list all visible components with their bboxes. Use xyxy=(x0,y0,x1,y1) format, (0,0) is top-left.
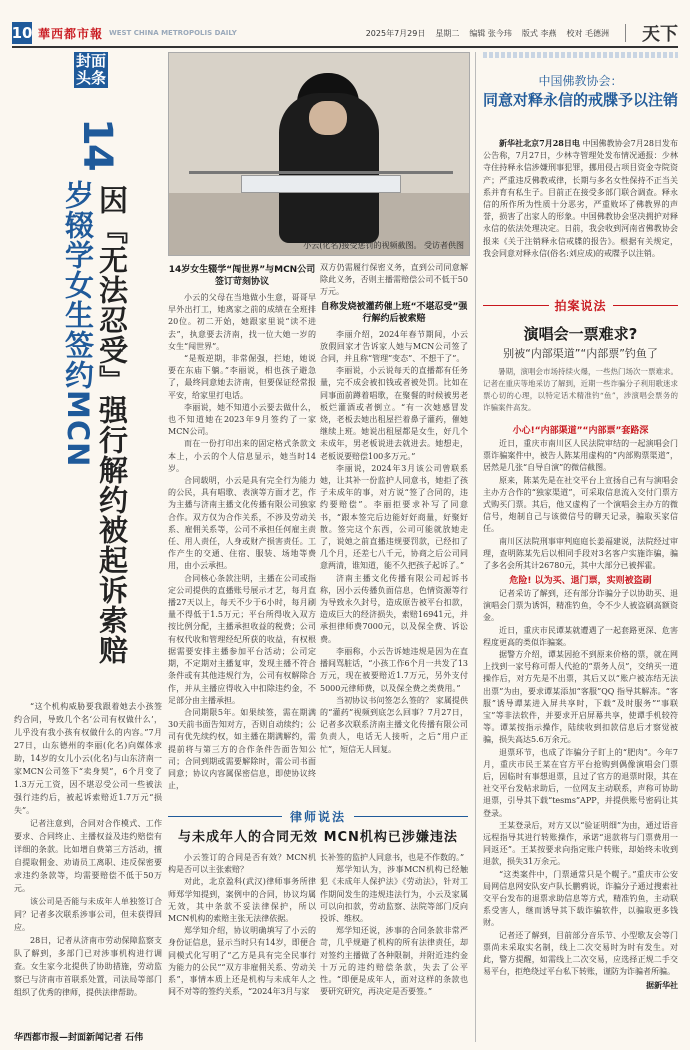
band-rule xyxy=(354,816,468,817)
lawyer-section-title: 与未成年人的合同无效 MCN机构已涉嫌违法 xyxy=(178,830,458,845)
column-divider xyxy=(475,52,476,1042)
caption-source: 受访者供图 xyxy=(424,241,464,250)
header-rule xyxy=(12,46,678,48)
photo-board xyxy=(241,175,401,193)
article-paragraph: 李丽说，她不知道小云要去做什么，也不知道她在2023年9月签约了一家MCN公司。 xyxy=(168,402,316,437)
article-paragraph: 记者采访了解到，还有部分诈骗分子以协助买、退演唱会门票为诱饵，精准钓鱼，令不少人被盗刷高额资金。 xyxy=(483,589,678,623)
article-column-1 xyxy=(168,262,316,792)
article-paragraph: 李丽称，小云告诉她违规是因为在直播间骂脏话，“小孩工作6个月一共发了13万元，现在被要赔近1.7万元，另外支付5000元律师费，以及保全费之类费用。” xyxy=(320,646,468,693)
right-subtitle-2: 别被“内部渠道”“内部票”钓鱼了 xyxy=(503,347,658,360)
article-paragraph: 王某登录后，对方又以“验证明细”为由，通过语音远程指导其进行转账操作，承诺“退款将与门票费用一同返还”。王某按要求向指定账户转账，却始终未收到退款，损失31万余元。 xyxy=(483,820,678,867)
editor-credit: 编辑 张今玮 xyxy=(469,28,512,38)
source-sign: 据新华社 xyxy=(646,979,678,990)
page-number: 10 xyxy=(11,24,33,42)
article-paragraph: “是叛逆期，非常倔强，拦她，她说要在东庙下躺。”李丽说，相也孩子避急了，最终同意她去济南，但要保证经常报平安，给家里打电话。 xyxy=(168,354,316,400)
page-header xyxy=(12,22,678,44)
dateline: 新华社北京7月28日电 xyxy=(499,138,580,148)
designer-credit: 版式 李燕 xyxy=(521,28,557,38)
article-subhead-1: 14岁女生辍学“闯世界”与MCN公司签订苛刻协议 xyxy=(168,265,316,287)
article-paragraph: 合同载明，小云是具有完全行为能力的公民，具有唱歌、表演等方面才艺，作为主播与济南主播文化传播有限公司独家合作。双方仅为合作关系，不涉及劳动关系、雇佣关系等，公司不承担任何雇主责任、用人责任，人身或财产损害责任。工作产生的交通、住宿、服装、场地等费用，由小云承担。 xyxy=(168,476,316,571)
article-paragraph: 而在一份打印出来的固定格式条款文本上，小云的个人信息显示，她当时14岁。 xyxy=(168,439,316,473)
article-paragraph: 记者还了解到，目前部分音乐节、小型歌友会等门票尚未采取实名制，线上二次交易时为时有发生。对此，警方提醒，如需线上二次交易，应选择正规二手交易平台，拒绝绕过平台私下转账，谨防为诈骗者所骗。 xyxy=(483,930,678,977)
header-meta xyxy=(366,20,678,46)
article-paragraph: 退票环节，也成了诈骗分子盯上的“肥肉”。今年7月，重庆市民王某在官方平台抢购到偶像演唱会门票后，因临时有事想退票，且过了官方的退票时限，其在社交平台发帖求助后，一位网友主动联系，声称可协助退票，引导其下载“tesms”APP，并提供账号密码让其登录。 xyxy=(483,747,678,818)
article-paragraph: 郑学知认为，涉事MCN机构已经触犯《未成年人保护法》《劳动法》，针对工作期间发生的违规违法行为，小云及家属可以向扣款，劳动监察、法院等部门反向投诉、维权。 xyxy=(320,865,468,924)
section-name: 天下 xyxy=(642,24,678,45)
article-paragraph: 李丽说，小云说每天的直播都有任务量，完不成会被扣钱或者被处罚。比如在同事面前蹲着唱歌，在聚餐的时候被男老板烂灌酒或者倒立。“有一次她感冒发烧，老板去她出租屋拦着鼻子灌药，催她继续上班。她说出租屋都是女生，好几个未成年，男老板说进去就进去。她想走，老板说要赔偿100多万元。” xyxy=(320,366,468,461)
right-headline: 同意对释永信的戒牒予以注销 xyxy=(483,91,679,109)
lead-summary xyxy=(14,700,162,999)
right-article-1 xyxy=(483,137,678,260)
article-paragraph: 长补签的监护人同意书，也是不作数的。” xyxy=(320,853,465,862)
article-paragraph: “这类案件中，门票通常只是个幌子。”重庆市公安局网信息网安队安卢队长鹏鸦说，诈骗分子通过搜索社交平台发布的退票求助信息等方式，精准钓鱼，主动联系受害人，继而诱导其下载诈骗软件，以骗取更多钱财。 xyxy=(483,869,678,928)
lawyer-column-2 xyxy=(320,852,468,998)
band-rule xyxy=(168,816,282,817)
right-article-3 xyxy=(483,588,678,991)
header-divider xyxy=(625,24,626,42)
right-kicker: 中国佛教协会： xyxy=(538,74,623,88)
headline-main: 因『无法忍受』强行解约被起诉索赔 xyxy=(95,185,129,665)
article-paragraph: 原来，陈某先是在社交平台上宣扬自己有与演唱会主办方合作的“独家渠道”，可采取信息流入交付门票方式购买门票。其后，他又虚构了一个演唱会主办方的微信号，炮制自己与该微信号的聊天记录，骗取买家信任。 xyxy=(483,475,678,534)
photo-caption xyxy=(168,240,470,251)
right-intro xyxy=(483,366,678,414)
article-paragraph: 郑学知还说，涉事的合同条款非常严苛，几乎规避了机构的所有法律责任，却对签约主播做了各种限制，并附近违约金十万元的违约赔偿条款，失去了公平性。“即便是成年人，面对这样的条款也要研究研究，再决定是否要签。” xyxy=(320,926,468,997)
lead-paragraph: 28日，记者从济南市劳动保障监察支队了解到，多部门已对涉事机构进行调查。女生家今北提供了协助措施，劳动监察已与济南市首联系处置，司法局等部门组织了优秀的律师，提供法律帮助。 xyxy=(14,936,162,997)
lawyer-column-1 xyxy=(168,852,316,998)
article-body: 中国佛教协会7月28日发布公告称，7月27日，少林寺管理处发布情况通报：少林寺住持释永信涉嫌刑事犯罪，挪用侵占项目资金寺院资产；严重违反佛教戒律，长期与多名女性保持不正当关系并育有私生子。目前正在接受多部门联合调查。释永信的所作所为性质十分恶劣，严重败坏了佛教界的声誉，损害了出家人的形象。中国佛教协会坚决拥护对释永信的依法处理决定。日前，我会收到河南省佛教协会报来《关于注销释永信戒牒的报告》。根据有关规定，我会同意对释永信(俗名:刘应成)的戒牒予以注销。 xyxy=(483,139,679,258)
paper-name: 華西都市報 xyxy=(38,26,104,41)
headline-secondary: 岁辍学女生签约MCN xyxy=(61,180,95,468)
article-paragraph: 对此，北京盈科(武汉)律师事务所律师郑学知提到，案例中的合同，协议均属无效，其中条款不妥法律保护，所以MCN机构的索赔主张无法律依据。 xyxy=(168,877,316,924)
lawyer-section-band xyxy=(168,808,468,824)
issue-date: 2025年7月29日 xyxy=(365,28,426,38)
right-top-band xyxy=(483,52,678,58)
article-subhead-2: 自称发烧被灌药催上班“不堪忍受”强行解约后被索赔 xyxy=(320,301,468,324)
article-paragraph: 小云的父母在当地做小生意，哥哥早早外出打工，她离家之前的成绩在全班排20位。初二开始，她跟家里说“读不进去”，执意要去济南，找一位大她一岁的女生“闯世界”。 xyxy=(168,293,316,351)
article-paragraph xyxy=(483,137,678,260)
article-paragraph: 小云签订的合同是否有效？MCN机构是否可以主张索赔？ xyxy=(168,853,316,875)
cover-headline-tag: 封面头条 xyxy=(75,52,106,87)
proofreader-credit: 校对 毛德洲 xyxy=(566,28,609,38)
photo-rail xyxy=(189,171,453,174)
article-column-2 xyxy=(320,262,468,756)
article-paragraph: 近日，重庆市南川区人民法院审结的一起演唱会门票诈骗案件中，被告人陈某用虚构的“内部购票渠道”，居然是几张“自导自演”的微信截图。 xyxy=(483,439,678,473)
headline-number: 14 xyxy=(74,118,120,170)
article-paragraph: 近日，重庆市民谭某就遭遇了一起套路更深、危害程度更高的类似诈骗案。 xyxy=(483,625,678,647)
article-paragraph: 李丽说，2024年3月该公司曾联系她，让其补一份监护人同意书，她拒了孩子未成年的事，对方说“签了合同的，违约要赔偿”。李丽拒要求补写了同意书，“跟本签完后边能好好商量，好聚好散。签完这个东西，公司可能就放她走了，说她之前直播违规要罚款，已经扣了几个月，还差七八千元，协商之后公司同意两清，谁知道，能不久把孩子起诉了。” xyxy=(320,463,468,571)
band-rule xyxy=(483,305,549,306)
article-paragraph: 合同核心条款注明，主播在公司或指定公司提供的直播账号展示才艺，每月直播27天以上，每天不少于6小时，每月刷量不得低于1.5万元；平台所得收入双方按比例分配，主播承担收益的税费；公司有权代收和管理经纪所获的收益，有权根据需要安排主播参加平台活动；公司定期，不定期对主播复审，发现主播不符合条件或有其他违规行为，公司有权解除合作，并从主播应得收入中扣除违约金，不足部分由主播承担。 xyxy=(168,573,316,705)
caption-text: 小云(化名)接受惩罚的视频截图。 xyxy=(303,241,422,250)
article-paragraph: 郑学知介绍，协议明确填写了小云的身份证信息，显示当时只有14岁，即便合同模式化写明了“乙方是具有完全民事行为能力的公民”“双方非雇佣关系、劳动关系”，事情本质上还是机构与未成年人之间不对等的签约关系，“2024年3月与家 xyxy=(168,926,316,997)
article-paragraph: 南川区法院刑事审判庭庭长姜福建说，法院经过审理，查明陈某先后以相同手段对3名客户实施诈骗，骗了多名会所其计26780元，其中大部分已被挥霍。 xyxy=(483,536,678,571)
article-paragraph: 济南主播文化传播有限公司起诉书称，因小云传播负面信息，色情资源等行为导致永久封号，造成原告被平台扣款，造成巨大的经济损失，索赔16941元，并承担律师费7000元，以及保全费、诉讼费。 xyxy=(320,573,468,644)
right-headline-2: 演唱会一票难求? xyxy=(523,325,638,343)
band-rule xyxy=(613,305,679,306)
lead-paragraph: 记者注意到，合同对合作模式、工作要求、合同终止、主播权益及违约赔偿有详细的条款。比如增自费第三方活动，擅自提取佣金、劝请员工离职、违反保密要求违约条款等，均需要赔偿不低于50万元。 xyxy=(14,819,162,893)
news-photo xyxy=(168,52,470,256)
paper-en-name: WEST CHINA METROPOLIS DAILY xyxy=(109,29,237,37)
reporter-credit: 华西都市报—封面新闻记者 石伟 xyxy=(14,1033,144,1043)
lead-paragraph: “这个机构威胁要我跟着她去小孩签约合同，导致几个名‘公司有权做什么’，儿乎没有我小孩有权做什么的内容。”7月27日，山东德州的李丽(化名)向媒体求助，14岁的女儿小云(化名)与山东济南一家MCN公司签下“卖身契”，6个月变了1.3万元工资，因不堪忍受公司一些被法强行违约后，被起诉索赔近1.7万元“损失”。 xyxy=(14,702,162,815)
lead-paragraph: 该公司是否能与未成年人单独签订合同？记者多次联系涉事公司，但未获得回应。 xyxy=(14,897,162,932)
intro-paragraph: 暑期，演唱会市场持续火爆，一些热门场次一票难求。记者在重庆等地采访了解到，近期一些诈骗分子利用歌迷求票心切的心理，以特定话术精准钓“鱼”，涉演唱会票务的诈骗案件高发。 xyxy=(483,367,678,412)
case-section-band xyxy=(483,297,678,313)
case-section-tag: 拍案说法 xyxy=(554,298,607,313)
article-paragraph: 据警方介绍，谭某因抢不到原来价格的票，就在网上找到一家号称可帮人代抢的“票务人员”，交纳买一道操作后，对方先是不出票，其后又以“账户被冻结无法出票”为由，要求谭某添加“客服”QQ 指导其解冻。“客服”诱导谭某进入屏共享时，下载“及时服务”“事联宝”等非法软件，并要求开启屏幕共享，使谭手机较符等。谭某按指示操作，陆续收到扣款信息后才察觉被骗，损失高达5.6万余元。 xyxy=(483,650,678,745)
article-paragraph: 合同期限5年。如果续签，需在期满30天前书面告知对方，否则自动续约；公司有优先续约权，如主播在期满解约，需提前将与第三方的合作条件告面告知公司；合同到期或需要解除时，需公司书面同意；协议内容属保密信息，即使协议终止， xyxy=(168,707,316,791)
right-subhead-1: 小心!“内部渠道”“内部票”套路深 xyxy=(512,426,649,436)
photo-person-face xyxy=(309,101,347,135)
lawyer-section-tag: 律师说法 xyxy=(290,809,347,824)
right-subhead-2: 危险! 以为买、退门票，实则被盗刷 xyxy=(509,576,652,586)
article-paragraph: 当初协议书问签怎么签的？ 家属提供的“灌药”视频到底怎么回事？7月27日，记者多次联系济南主播文化传播有限公司负责人，电话无人接听，之后“用户正忙”，短信无人回复。 xyxy=(320,695,468,754)
article-paragraph: 李丽介绍，2024年春节期间，小云放假回家才告诉家人她与MCN公司签了合同，并且称“管理”变态”、不想干了”。 xyxy=(320,329,468,364)
issue-weekday: 星期二 xyxy=(435,28,460,38)
article-paragraph: 双方仍需履行保密义务，直到公司同意解除此义务，否则主播需赔偿公司不低于50万元。 xyxy=(320,263,468,297)
right-article-2 xyxy=(483,438,678,572)
